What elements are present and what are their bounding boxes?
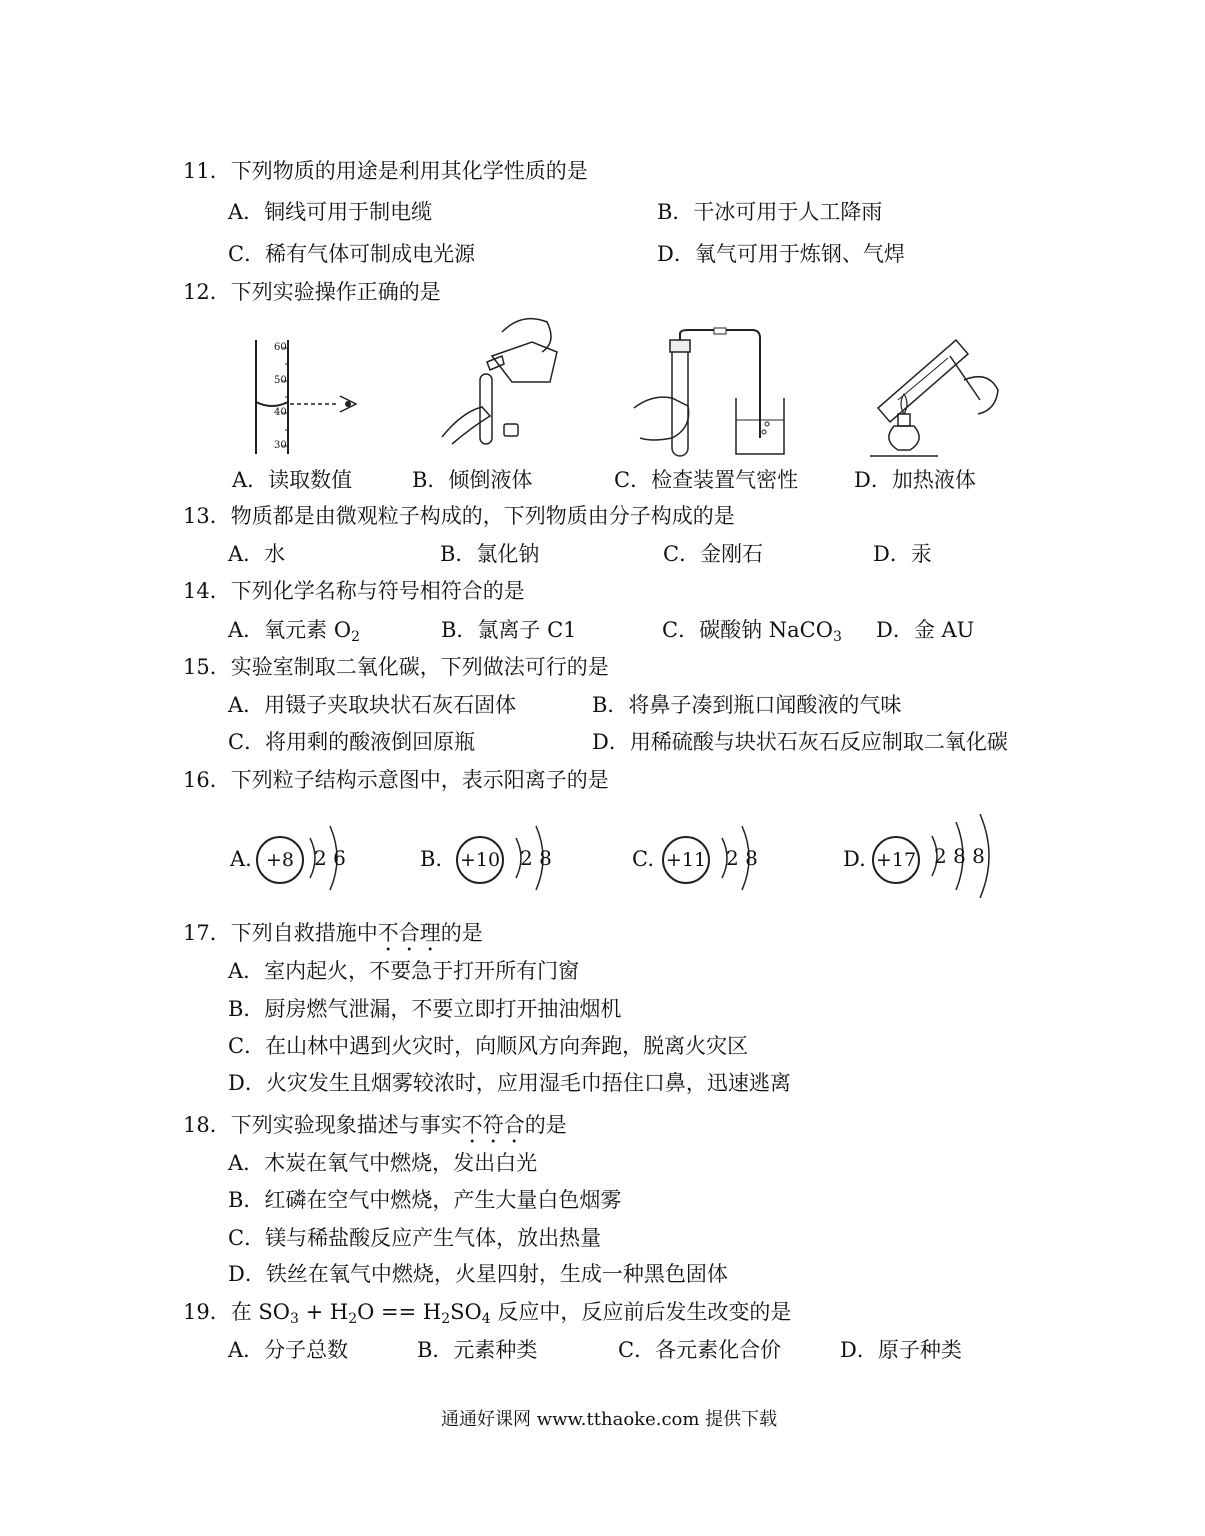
q18-option-c: C．镁与稀盐酸反应产生气体，放出热量 xyxy=(228,1226,602,1250)
q19-stem-p3: O == H xyxy=(357,1300,442,1324)
q19-sub-3: 2 xyxy=(441,1311,451,1327)
q17-stem xyxy=(183,920,483,946)
q16-label-a: A. xyxy=(230,847,252,871)
electrons-a: 2 6 xyxy=(314,846,346,870)
q18-stem xyxy=(183,1112,567,1138)
tick-label: 30 xyxy=(274,440,287,451)
airtightness-check-figure xyxy=(632,328,792,460)
q11-option-c: C．稀有气体可制成电光源 xyxy=(228,242,476,266)
q13-option-b: B．氯化钠 xyxy=(440,542,540,566)
q15-stem: 15．实验室制取二氧化碳，下列做法可行的是 xyxy=(183,655,609,679)
q16-label-d: D. xyxy=(843,847,866,871)
q13-option-a: A．水 xyxy=(228,542,286,566)
q15-option-b: B．将鼻子凑到瓶口闻酸液的气味 xyxy=(592,693,902,717)
q19-sub-1: 3 xyxy=(290,1311,299,1327)
emphasis-char: 合 xyxy=(398,921,420,945)
q19-stem-p2: + H xyxy=(298,1300,349,1324)
q17-stem-emphasis xyxy=(378,921,441,945)
q14-c-text: C．碳酸钠 NaCO xyxy=(662,618,833,642)
q14-stem: 14．下列化学名称与符号相符合的是 xyxy=(183,579,525,603)
q19-option-d: D．原子种类 xyxy=(840,1338,962,1362)
q14-option-c xyxy=(662,617,842,643)
q16-stem: 16．下列粒子结构示意图中，表示阳离子的是 xyxy=(183,768,609,792)
nucleus-b: +10 xyxy=(456,836,504,884)
q15-option-c: C．将用剩的酸液倒回原瓶 xyxy=(228,730,476,754)
q18-stem-emphasis xyxy=(462,1113,525,1137)
q12-stem: 12．下列实验操作正确的是 xyxy=(183,280,441,304)
pouring-liquid-figure xyxy=(432,312,562,452)
q17-option-c: C．在山林中遇到火灾时，向顺风方向奔跑，脱离火灾区 xyxy=(228,1034,749,1058)
q13-option-c: C．金刚石 xyxy=(663,542,764,566)
q11-option-b: B．干冰可用于人工降雨 xyxy=(657,200,883,224)
q19-option-a: A．分子总数 xyxy=(228,1338,349,1362)
q19-option-c: C．各元素化合价 xyxy=(618,1338,782,1362)
emphasis-char: 不 xyxy=(377,921,399,945)
q19-stem-post: 反应中，反应前后发生改变的是 xyxy=(490,1300,792,1324)
q11-option-d: D．氧气可用于炼钢、气焊 xyxy=(657,242,905,266)
q15-option-d: D．用稀硫酸与块状石灰石反应制取二氧化碳 xyxy=(592,730,1008,754)
q14-a-subscript: 2 xyxy=(351,629,360,645)
electrons-d: 2 8 8 xyxy=(934,844,985,868)
q16-label-c: C. xyxy=(632,847,654,871)
q13-option-d: D．汞 xyxy=(873,542,932,566)
q14-option-d: D．金 AU xyxy=(876,618,975,642)
tick-label: 60 xyxy=(274,342,287,353)
nucleus-d: +17 xyxy=(872,836,920,884)
q14-c-subscript: 3 xyxy=(832,629,842,645)
q17-option-d: D．火灾发生且烟雾较浓时，应用湿毛巾捂住口鼻，迅速逃离 xyxy=(228,1071,791,1095)
q14-option-b: B．氯离子 C1 xyxy=(441,618,577,642)
emphasis-char: 理 xyxy=(419,921,441,945)
q18-option-d: D．铁丝在氧气中燃烧，火星四射，生成一种黑色固体 xyxy=(228,1262,728,1286)
q14-option-a xyxy=(228,617,360,643)
q19-stem-pre: 19．在 SO xyxy=(183,1300,290,1324)
q19-stem-p4: SO xyxy=(450,1300,482,1324)
q18-stem-pre: 18．下列实验现象描述与事实 xyxy=(183,1113,462,1137)
emphasis-char: 不 xyxy=(461,1113,483,1137)
q18-option-a: A．木炭在氧气中燃烧，发出白光 xyxy=(228,1151,538,1175)
nucleus-c: +11 xyxy=(662,836,710,884)
q17-option-a: A．室内起火，不要急于打开所有门窗 xyxy=(228,959,580,983)
q12-option-a: A．读取数值 xyxy=(232,468,353,492)
q19-option-b: B．元素种类 xyxy=(417,1338,538,1362)
q11-option-a: A．铜线可用于制电缆 xyxy=(228,200,433,224)
q15-option-a: A．用镊子夹取块状石灰石固体 xyxy=(228,693,517,717)
tick-label: 50 xyxy=(274,375,287,386)
tick-label: 40 xyxy=(274,407,287,418)
footer-source: 通通好课网 www.tthaoke.com 提供下载 xyxy=(441,1409,778,1430)
graduated-cylinder-figure xyxy=(248,338,368,458)
q11-stem: 11．下列物质的用途是利用其化学性质的是 xyxy=(183,159,588,183)
emphasis-char: 符 xyxy=(482,1113,504,1137)
electrons-b: 2 8 xyxy=(520,846,552,870)
q18-option-b: B．红磷在空气中燃烧，产生大量白色烟雾 xyxy=(228,1188,622,1212)
q14-a-text: A．氧元素 O xyxy=(228,618,352,642)
q12-option-b: B．倾倒液体 xyxy=(412,468,533,492)
q17-option-b: B．厨房燃气泄漏，不要立即打开抽油烟机 xyxy=(228,997,622,1021)
q12-option-d: D．加热液体 xyxy=(854,468,976,492)
q13-stem: 13．物质都是由微观粒子构成的，下列物质由分子构成的是 xyxy=(183,504,735,528)
q17-stem-post: 的是 xyxy=(440,921,483,945)
q17-stem-pre: 17．下列自救措施中 xyxy=(183,921,378,945)
q18-stem-post: 的是 xyxy=(524,1113,567,1137)
nucleus-a: +8 xyxy=(256,836,304,884)
q19-sub-4: 4 xyxy=(481,1311,491,1327)
q12-option-c: C．检查装置气密性 xyxy=(614,468,799,492)
q19-stem xyxy=(183,1299,791,1325)
heating-liquid-figure xyxy=(868,330,1018,462)
emphasis-char: 合 xyxy=(503,1113,525,1137)
q16-label-b: B. xyxy=(420,847,443,871)
q19-sub-2: 2 xyxy=(348,1311,358,1327)
electrons-c: 2 8 xyxy=(726,846,758,870)
